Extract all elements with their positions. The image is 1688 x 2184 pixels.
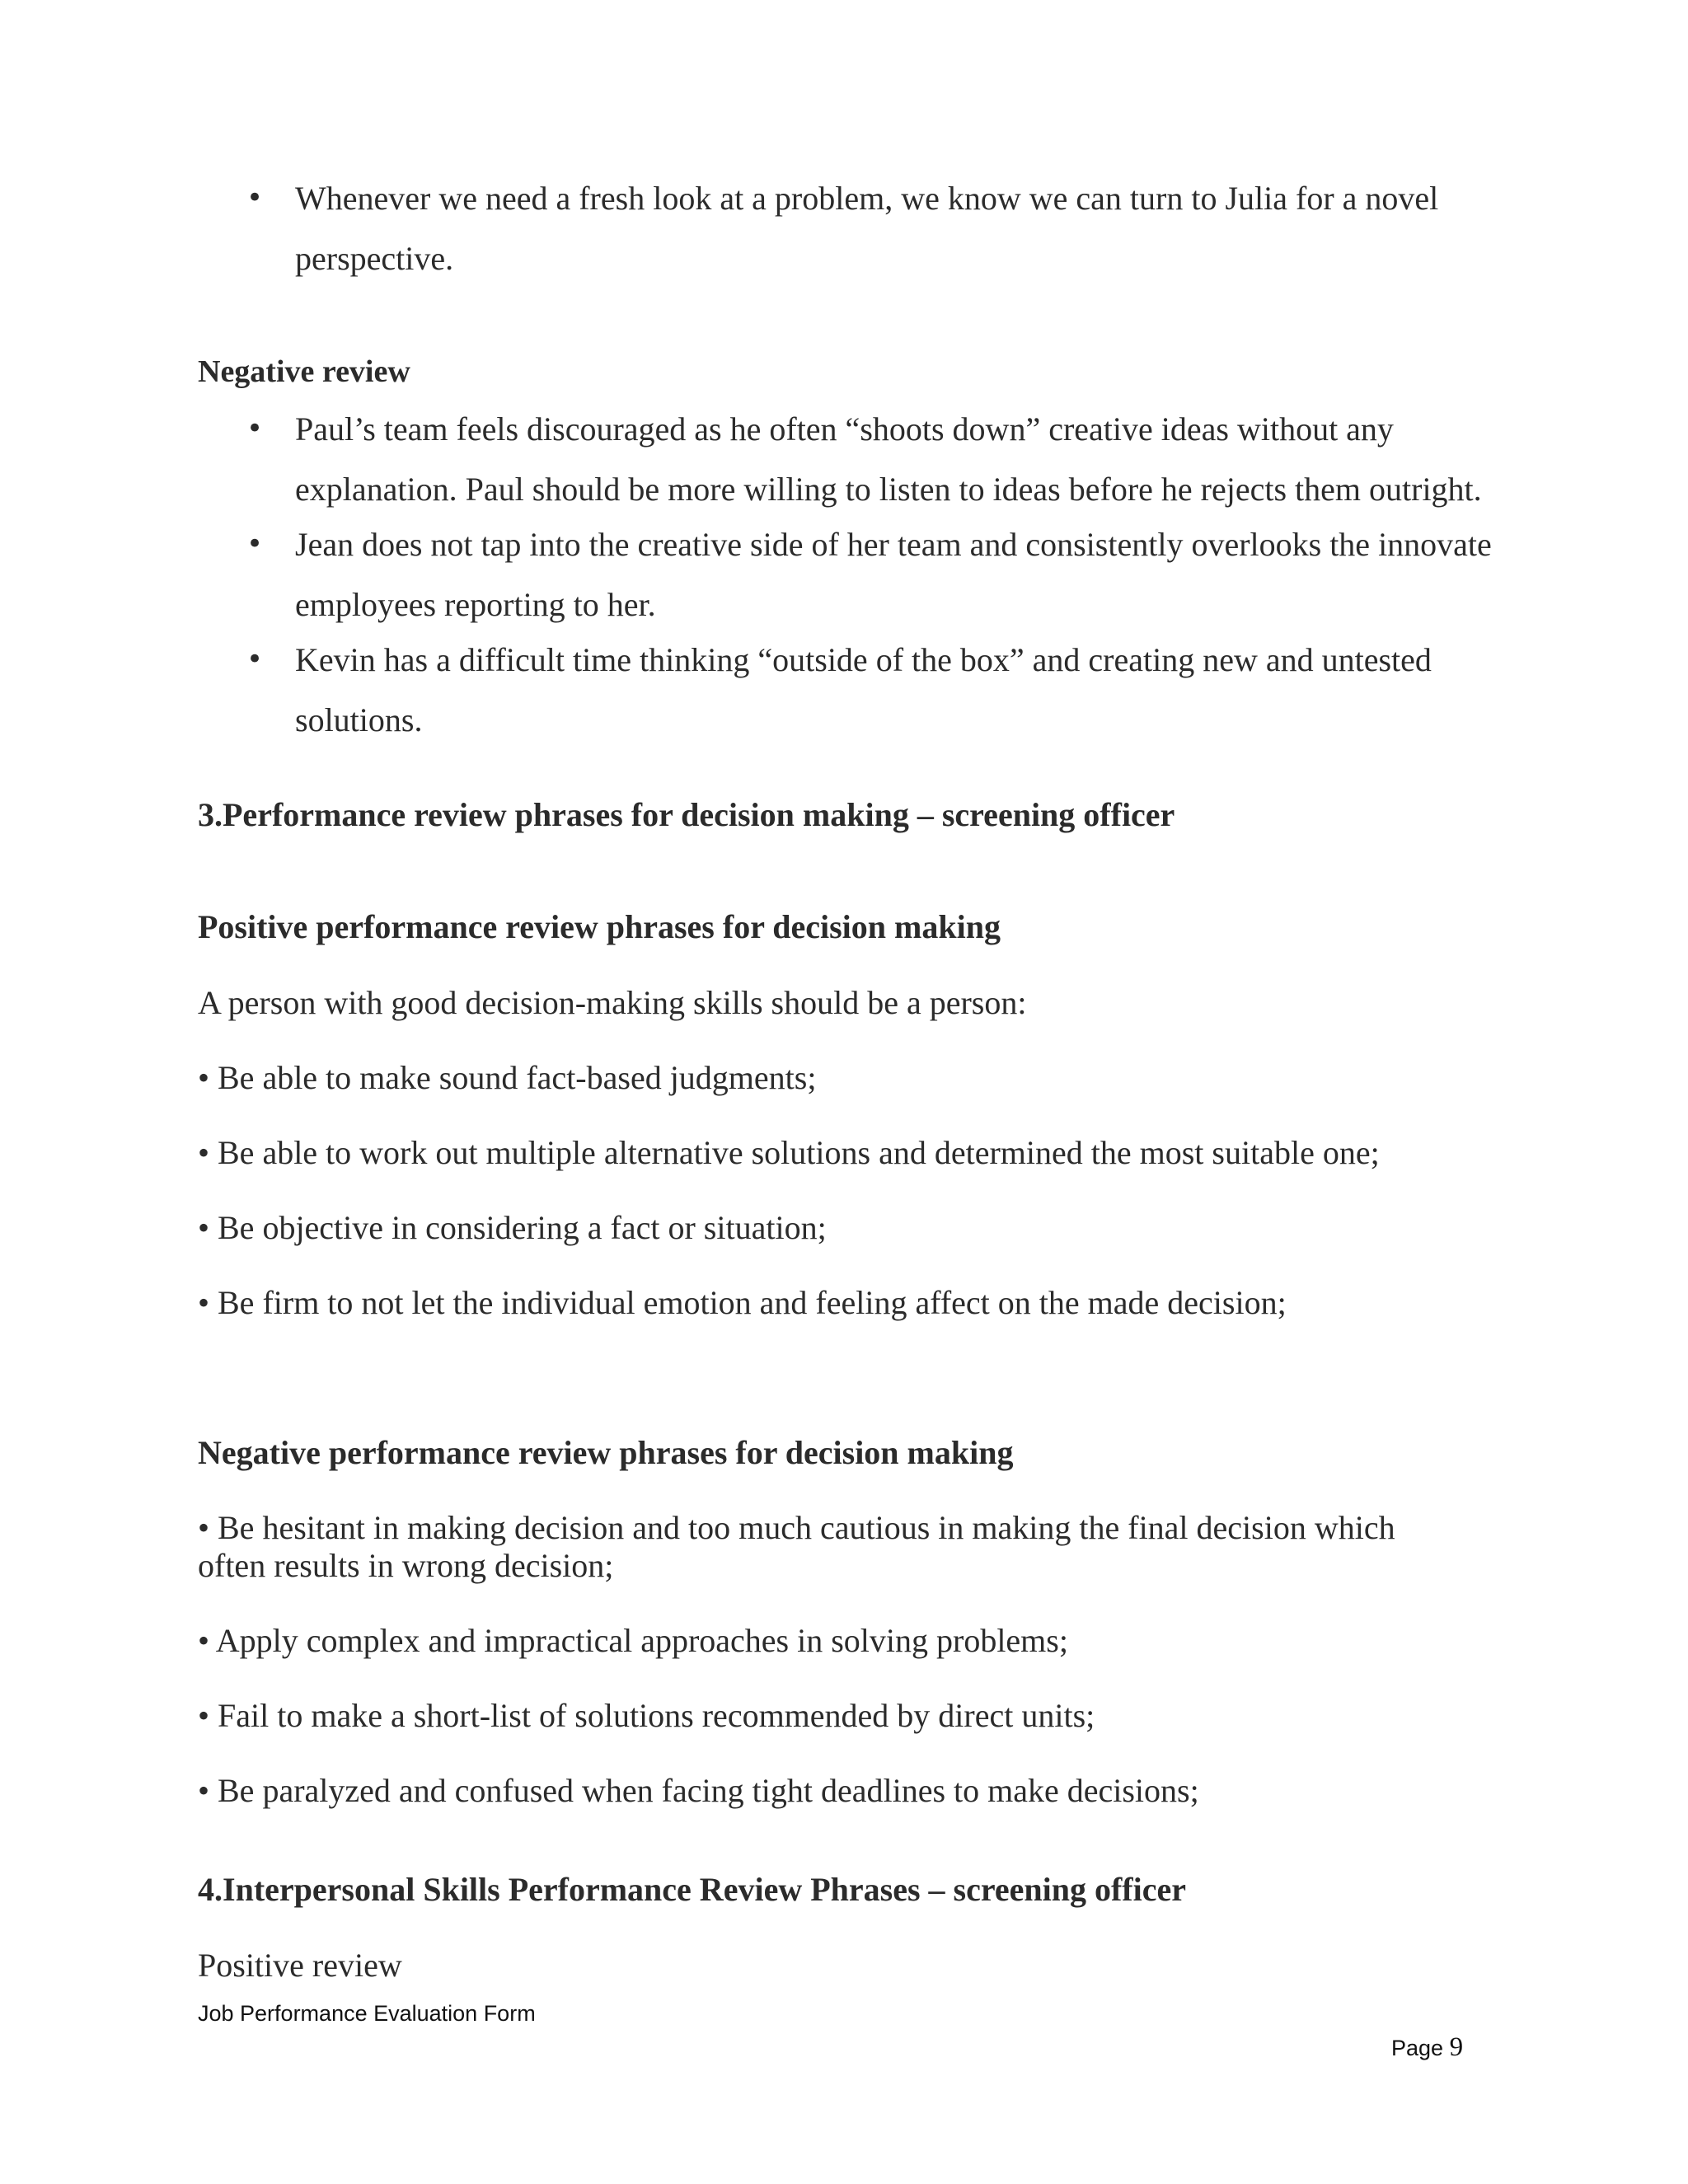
bullet-icon: • [246, 412, 264, 445]
list-item [246, 514, 1515, 635]
page-number-value: 9 [1449, 2032, 1464, 2062]
negative-decision-making-heading: Negative performance review phrases for decision making [198, 1434, 1014, 1471]
list-item [246, 630, 1515, 750]
page-number [1391, 2032, 1463, 2063]
list-item: • Be objective in considering a fact or situation; [198, 1209, 827, 1246]
list-item: • Be firm to not let the individual emotion and feeling affect on the made decision; [198, 1284, 1287, 1321]
section-4-heading: 4.Interpersonal Skills Performance Review Phrases – screening officer [198, 1871, 1187, 1908]
list-item-text: Jean does not tap into the creative side of her team and consistently overlooks the innovate employees reporting to her. [295, 526, 1492, 623]
list-item: • Be able to make sound fact-based judgments; [198, 1059, 817, 1096]
section-3-heading: 3.Performance review phrases for decision making – screening officer [198, 796, 1175, 833]
list-item-text: Whenever we need a fresh look at a problem, we know we can turn to Julia for a novel perspective. [295, 180, 1439, 277]
decision-making-intro: A person with good decision-making skills should be a person: [198, 984, 1027, 1021]
page-label: Page [1391, 2036, 1444, 2060]
list-item: • Be hesitant in making decision and too much cautious in making the final decision which often results in wrong decision; [198, 1509, 1395, 1584]
positive-decision-making-heading: Positive performance review phrases for decision making [198, 908, 1001, 945]
bullet-icon: • [246, 181, 264, 214]
list-item: • Apply complex and impractical approaches in solving problems; [198, 1622, 1068, 1659]
list-item: • Fail to make a short-list of solutions recommended by direct units; [198, 1697, 1095, 1734]
list-item [246, 168, 1515, 288]
bullet-icon: • [246, 643, 264, 676]
negative-review-heading: Negative review [198, 354, 410, 389]
list-item: • Be able to work out multiple alternative solutions and determined the most suitable one; [198, 1134, 1380, 1171]
footer-form-title: Job Performance Evaluation Form [198, 2001, 536, 2026]
list-item-text: Kevin has a difficult time thinking “outside of the box” and creating new and untested solutions. [295, 641, 1432, 738]
bullet-icon: • [246, 527, 264, 560]
list-item: • Be paralyzed and confused when facing tight deadlines to make decisions; [198, 1772, 1199, 1809]
list-item-text: Paul’s team feels discouraged as he often “shoots down” creative ideas without any explanation. Paul should be more willing to listen to ideas before he rejects them outright. [295, 410, 1482, 508]
positive-review-label: Positive review [198, 1947, 402, 1984]
list-item [246, 399, 1515, 519]
